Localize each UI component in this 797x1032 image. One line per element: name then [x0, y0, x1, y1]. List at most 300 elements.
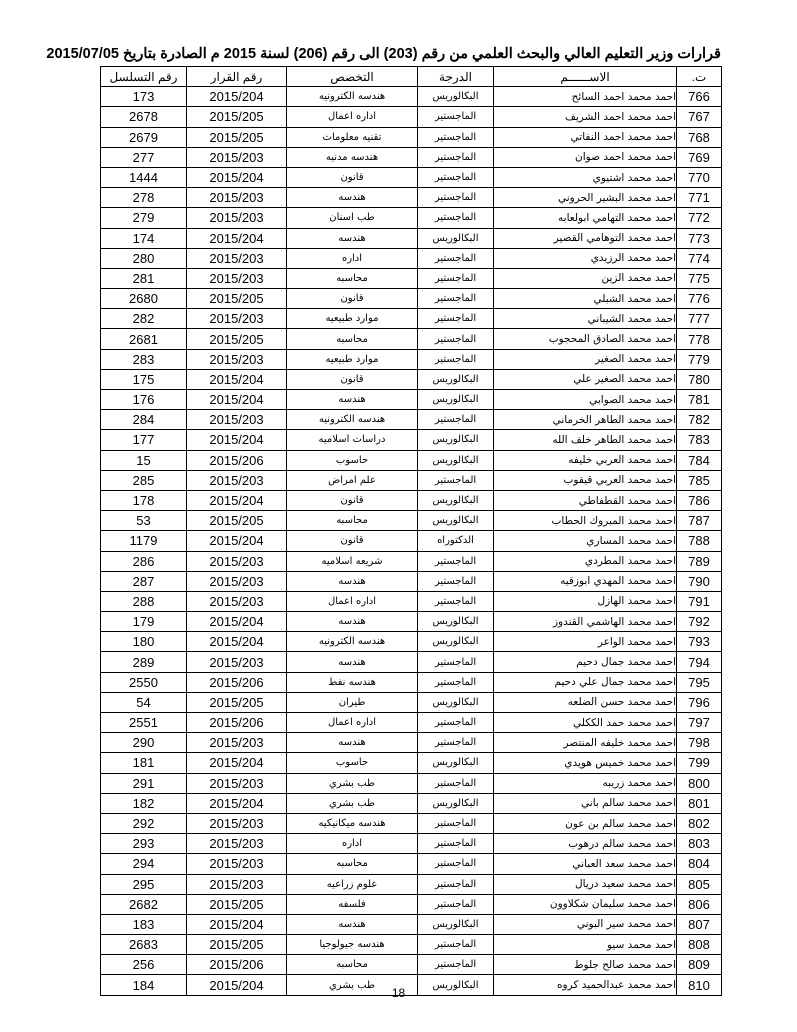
table-row — [101, 410, 722, 430]
cell-serial-number: 2683 — [101, 935, 187, 955]
cell-name: احمد محمد الصغير — [494, 349, 677, 369]
cell-name: احمد محمد سير البوني — [494, 914, 677, 934]
cell-decision-number: 2015/204 — [187, 632, 287, 652]
cell-name: احمد محمد الطاهر الخرماني — [494, 410, 677, 430]
cell-specialization: اداره اعمال — [287, 107, 418, 127]
table-row — [101, 289, 722, 309]
cell-decision-number: 2015/203 — [187, 773, 287, 793]
cell-specialization: محاسبه — [287, 854, 418, 874]
header-degree: الدرجة — [418, 67, 494, 87]
cell-decision-number: 2015/205 — [187, 289, 287, 309]
table-row — [101, 127, 722, 147]
cell-serial-number: 287 — [101, 571, 187, 591]
cell-name: احمد محمد الصغير علي — [494, 369, 677, 389]
cell-specialization: هندسه — [287, 914, 418, 934]
cell-name: احمد محمد الصادق المحجوب — [494, 329, 677, 349]
cell-decision-number: 2015/204 — [187, 369, 287, 389]
cell-degree: الماجستير — [418, 773, 494, 793]
cell-specialization: قانون — [287, 289, 418, 309]
cell-degree: البكالوريس — [418, 87, 494, 107]
cell-degree: الماجستير — [418, 349, 494, 369]
table-row — [101, 188, 722, 208]
cell-serial-number: 281 — [101, 268, 187, 288]
cell-decision-number: 2015/206 — [187, 713, 287, 733]
cell-decision-number: 2015/205 — [187, 692, 287, 712]
cell-name: احمد محمد احمد الشريف — [494, 107, 677, 127]
cell-no: 790 — [677, 571, 722, 591]
table-row — [101, 632, 722, 652]
cell-serial-number: 182 — [101, 793, 187, 813]
cell-decision-number: 2015/203 — [187, 470, 287, 490]
cell-decision-number: 2015/203 — [187, 571, 287, 591]
table-row — [101, 531, 722, 551]
graduates-table — [100, 66, 722, 996]
cell-decision-number: 2015/203 — [187, 834, 287, 854]
cell-specialization: هندسه جيولوجيا — [287, 935, 418, 955]
cell-specialization: هندسه — [287, 390, 418, 410]
cell-specialization: هندسه — [287, 228, 418, 248]
cell-no: 802 — [677, 813, 722, 833]
cell-degree: الماجستير — [418, 551, 494, 571]
cell-no: 809 — [677, 955, 722, 975]
cell-specialization: هندسه مدنيه — [287, 147, 418, 167]
cell-no: 772 — [677, 208, 722, 228]
cell-no: 782 — [677, 410, 722, 430]
cell-serial-number: 277 — [101, 147, 187, 167]
cell-degree: البكالوريس — [418, 390, 494, 410]
table-row — [101, 390, 722, 410]
cell-serial-number: 292 — [101, 813, 187, 833]
cell-no: 797 — [677, 713, 722, 733]
cell-name: احمد محمد البشير الحروني — [494, 188, 677, 208]
cell-no: 785 — [677, 470, 722, 490]
cell-no: 810 — [677, 975, 722, 995]
table-row — [101, 450, 722, 470]
cell-serial-number: 2551 — [101, 713, 187, 733]
cell-degree: البكالوريس — [418, 450, 494, 470]
cell-serial-number: 290 — [101, 733, 187, 753]
cell-no: 798 — [677, 733, 722, 753]
cell-no: 769 — [677, 147, 722, 167]
cell-specialization: هندسه — [287, 188, 418, 208]
cell-serial-number: 289 — [101, 652, 187, 672]
cell-serial-number: 2679 — [101, 127, 187, 147]
cell-specialization: محاسبه — [287, 955, 418, 975]
cell-decision-number: 2015/203 — [187, 248, 287, 268]
cell-decision-number: 2015/204 — [187, 390, 287, 410]
cell-name: احمد محمد سليمان شكلاوون — [494, 894, 677, 914]
table-row — [101, 369, 722, 389]
cell-degree: الماجستير — [418, 894, 494, 914]
table-row — [101, 309, 722, 329]
cell-degree: الماجستير — [418, 470, 494, 490]
cell-no: 793 — [677, 632, 722, 652]
cell-decision-number: 2015/203 — [187, 733, 287, 753]
cell-decision-number: 2015/205 — [187, 935, 287, 955]
cell-degree: الماجستير — [418, 591, 494, 611]
cell-serial-number: 288 — [101, 591, 187, 611]
cell-decision-number: 2015/205 — [187, 127, 287, 147]
cell-degree: البكالوريس — [418, 511, 494, 531]
cell-specialization: هندسه — [287, 571, 418, 591]
cell-no: 787 — [677, 511, 722, 531]
cell-name: احمد محمد احمد النفاتي — [494, 127, 677, 147]
cell-name: احمد محمد الرزيدي — [494, 248, 677, 268]
cell-degree: البكالوريس — [418, 692, 494, 712]
cell-serial-number: 181 — [101, 753, 187, 773]
cell-degree: البكالوريس — [418, 430, 494, 450]
cell-degree: الماجستير — [418, 268, 494, 288]
cell-degree: الماجستير — [418, 208, 494, 228]
table-row — [101, 591, 722, 611]
cell-specialization: هندسه الكترونيه — [287, 632, 418, 652]
cell-decision-number: 2015/203 — [187, 874, 287, 894]
cell-specialization: علم امراض — [287, 470, 418, 490]
cell-name: احمد محمد احمد صوان — [494, 147, 677, 167]
cell-name: احمد محمد التهامي ابولعابه — [494, 208, 677, 228]
table-row — [101, 228, 722, 248]
cell-degree: الماجستير — [418, 188, 494, 208]
cell-no: 783 — [677, 430, 722, 450]
header-no: ت. — [677, 67, 722, 87]
cell-serial-number: 184 — [101, 975, 187, 995]
cell-serial-number: 2550 — [101, 672, 187, 692]
cell-degree: الماجستير — [418, 248, 494, 268]
cell-no: 773 — [677, 228, 722, 248]
cell-specialization: طيران — [287, 692, 418, 712]
cell-no: 791 — [677, 591, 722, 611]
cell-decision-number: 2015/203 — [187, 813, 287, 833]
cell-serial-number: 173 — [101, 87, 187, 107]
cell-no: 788 — [677, 531, 722, 551]
cell-name: احمد محمد احمد السائح — [494, 87, 677, 107]
cell-name: احمد محمد المبروك الحطاب — [494, 511, 677, 531]
cell-name: احمد محمد العربي قيقوب — [494, 470, 677, 490]
cell-decision-number: 2015/203 — [187, 188, 287, 208]
cell-name: احمد محمد سيو — [494, 935, 677, 955]
cell-degree: البكالوريس — [418, 793, 494, 813]
cell-serial-number: 176 — [101, 390, 187, 410]
cell-serial-number: 2682 — [101, 894, 187, 914]
cell-serial-number: 284 — [101, 410, 187, 430]
cell-no: 806 — [677, 894, 722, 914]
cell-decision-number: 2015/203 — [187, 410, 287, 430]
cell-specialization: موارد طبيعيه — [287, 309, 418, 329]
cell-name: احمد محمد صالح جلوط — [494, 955, 677, 975]
cell-degree: الماجستير — [418, 309, 494, 329]
cell-degree: الماجستير — [418, 410, 494, 430]
cell-name: احمد محمد سعد العباني — [494, 854, 677, 874]
table-row — [101, 753, 722, 773]
table-row — [101, 813, 722, 833]
cell-decision-number: 2015/203 — [187, 854, 287, 874]
cell-decision-number: 2015/204 — [187, 914, 287, 934]
cell-no: 792 — [677, 612, 722, 632]
table-row — [101, 793, 722, 813]
cell-name: احمد محمد جمال علي دحيم — [494, 672, 677, 692]
cell-specialization: حاسوب — [287, 450, 418, 470]
cell-specialization: قانون — [287, 490, 418, 510]
cell-serial-number: 178 — [101, 490, 187, 510]
table-row — [101, 268, 722, 288]
cell-serial-number: 278 — [101, 188, 187, 208]
cell-no: 779 — [677, 349, 722, 369]
cell-degree: الماجستير — [418, 672, 494, 692]
cell-name: احمد محمد خميس هويدي — [494, 753, 677, 773]
cell-decision-number: 2015/204 — [187, 793, 287, 813]
cell-name: احمد محمد زريبه — [494, 773, 677, 793]
cell-specialization: هندسه — [287, 733, 418, 753]
cell-decision-number: 2015/203 — [187, 147, 287, 167]
cell-name: احمد محمد سالم باني — [494, 793, 677, 813]
cell-serial-number: 285 — [101, 470, 187, 490]
cell-no: 807 — [677, 914, 722, 934]
cell-degree: الماجستير — [418, 733, 494, 753]
cell-serial-number: 294 — [101, 854, 187, 874]
cell-name: احمد محمد سالم بن عون — [494, 813, 677, 833]
header-decision-number: رقم القرار — [187, 67, 287, 87]
cell-serial-number: 295 — [101, 874, 187, 894]
table-row — [101, 349, 722, 369]
table-row — [101, 208, 722, 228]
cell-degree: البكالوريس — [418, 975, 494, 995]
cell-decision-number: 2015/203 — [187, 349, 287, 369]
table-row — [101, 914, 722, 934]
table-row — [101, 834, 722, 854]
cell-serial-number: 2681 — [101, 329, 187, 349]
cell-decision-number: 2015/203 — [187, 268, 287, 288]
cell-serial-number: 1444 — [101, 167, 187, 187]
cell-specialization: طب بشري — [287, 975, 418, 995]
cell-degree: الماجستير — [418, 127, 494, 147]
cell-name: احمد محمد الهاشمي القندوز — [494, 612, 677, 632]
cell-degree: الماجستير — [418, 289, 494, 309]
cell-serial-number: 174 — [101, 228, 187, 248]
cell-degree: الماجستير — [418, 107, 494, 127]
cell-name: احمد محمد المهدي ابوزقيه — [494, 571, 677, 591]
cell-degree: البكالوريس — [418, 612, 494, 632]
cell-specialization: علوم زراعيه — [287, 874, 418, 894]
cell-decision-number: 2015/206 — [187, 450, 287, 470]
cell-degree: البكالوريس — [418, 753, 494, 773]
cell-degree: الماجستير — [418, 874, 494, 894]
cell-name: احمد محمد الواعر — [494, 632, 677, 652]
table-row — [101, 894, 722, 914]
cell-decision-number: 2015/206 — [187, 672, 287, 692]
cell-name: احمد محمد الزين — [494, 268, 677, 288]
cell-no: 803 — [677, 834, 722, 854]
cell-degree: الماجستير — [418, 571, 494, 591]
table-row — [101, 107, 722, 127]
cell-name: احمد محمد القطفاطي — [494, 490, 677, 510]
header-serial-number: رقم التسلسل — [101, 67, 187, 87]
cell-specialization: محاسبه — [287, 329, 418, 349]
cell-serial-number: 180 — [101, 632, 187, 652]
table-row — [101, 511, 722, 531]
cell-decision-number: 2015/203 — [187, 591, 287, 611]
page-number: 18 — [391, 986, 406, 1000]
cell-degree: البكالوريس — [418, 490, 494, 510]
cell-specialization: قانون — [287, 369, 418, 389]
cell-decision-number: 2015/204 — [187, 490, 287, 510]
cell-name: احمد محمد التوهامي القصير — [494, 228, 677, 248]
table-row — [101, 955, 722, 975]
cell-degree: الماجستير — [418, 147, 494, 167]
cell-serial-number: 282 — [101, 309, 187, 329]
cell-no: 778 — [677, 329, 722, 349]
table-row — [101, 692, 722, 712]
cell-no: 789 — [677, 551, 722, 571]
cell-specialization: موارد طبيعيه — [287, 349, 418, 369]
cell-degree: الماجستير — [418, 167, 494, 187]
cell-specialization: قانون — [287, 531, 418, 551]
cell-name: احمد محمد جمال دحيم — [494, 652, 677, 672]
cell-name: احمد محمد سعيد دريال — [494, 874, 677, 894]
cell-decision-number: 2015/204 — [187, 753, 287, 773]
cell-name: احمد محمد الصوابي — [494, 390, 677, 410]
cell-serial-number: 179 — [101, 612, 187, 632]
table-row — [101, 612, 722, 632]
cell-specialization: دراسات اسلاميه — [287, 430, 418, 450]
table-row — [101, 672, 722, 692]
cell-name: احمد محمد سالم درهوب — [494, 834, 677, 854]
cell-name: احمد محمد عبدالحميد كروه — [494, 975, 677, 995]
cell-decision-number: 2015/205 — [187, 894, 287, 914]
cell-specialization: هندسه نفط — [287, 672, 418, 692]
cell-no: 794 — [677, 652, 722, 672]
cell-serial-number: 279 — [101, 208, 187, 228]
cell-no: 799 — [677, 753, 722, 773]
cell-degree: البكالوريس — [418, 369, 494, 389]
cell-specialization: طب بشري — [287, 793, 418, 813]
cell-decision-number: 2015/203 — [187, 208, 287, 228]
cell-decision-number: 2015/204 — [187, 228, 287, 248]
table-row — [101, 935, 722, 955]
cell-degree: الماجستير — [418, 652, 494, 672]
cell-serial-number: 2680 — [101, 289, 187, 309]
cell-serial-number: 54 — [101, 692, 187, 712]
cell-specialization: طب بشري — [287, 773, 418, 793]
cell-specialization: هندسه الكترونيه — [287, 87, 418, 107]
cell-specialization: تقنيه معلومات — [287, 127, 418, 147]
cell-name: احمد محمد المطردي — [494, 551, 677, 571]
table-row — [101, 430, 722, 450]
table-row — [101, 773, 722, 793]
table-row — [101, 874, 722, 894]
cell-specialization: شريعه اسلاميه — [287, 551, 418, 571]
cell-specialization: هندسه — [287, 652, 418, 672]
cell-serial-number: 183 — [101, 914, 187, 934]
cell-no: 771 — [677, 188, 722, 208]
cell-serial-number: 291 — [101, 773, 187, 793]
cell-decision-number: 2015/203 — [187, 551, 287, 571]
cell-no: 768 — [677, 127, 722, 147]
cell-no: 795 — [677, 672, 722, 692]
table-row — [101, 147, 722, 167]
cell-specialization: محاسبه — [287, 268, 418, 288]
cell-name: احمد محمد الطاهر خلف الله — [494, 430, 677, 450]
cell-decision-number: 2015/204 — [187, 167, 287, 187]
cell-name: احمد محمد حمد الككلي — [494, 713, 677, 733]
cell-decision-number: 2015/204 — [187, 531, 287, 551]
document-title: قرارات وزير التعليم العالي والبحث العلمي من رقم (203) الى رقم (206) لسنة 2015 م الصادرة بتاريخ 2015/07/05 — [46, 46, 721, 62]
cell-name: احمد محمد الشبلي — [494, 289, 677, 309]
cell-specialization: اداره — [287, 834, 418, 854]
cell-decision-number: 2015/205 — [187, 511, 287, 531]
cell-no: 767 — [677, 107, 722, 127]
cell-serial-number: 256 — [101, 955, 187, 975]
cell-decision-number: 2015/204 — [187, 975, 287, 995]
cell-serial-number: 177 — [101, 430, 187, 450]
cell-degree: الماجستير — [418, 854, 494, 874]
cell-no: 784 — [677, 450, 722, 470]
cell-no: 780 — [677, 369, 722, 389]
table-row — [101, 854, 722, 874]
cell-specialization: اداره — [287, 248, 418, 268]
header-name: الاســــــم — [494, 67, 677, 87]
cell-no: 775 — [677, 268, 722, 288]
cell-decision-number: 2015/204 — [187, 87, 287, 107]
table-row — [101, 551, 722, 571]
cell-serial-number: 286 — [101, 551, 187, 571]
cell-degree: البكالوريس — [418, 914, 494, 934]
cell-specialization: هندسه الكترونيه — [287, 410, 418, 430]
cell-specialization: طب اسنان — [287, 208, 418, 228]
table-row — [101, 490, 722, 510]
table-row — [101, 87, 722, 107]
cell-degree: الماجستير — [418, 935, 494, 955]
cell-degree: الماجستير — [418, 834, 494, 854]
cell-no: 777 — [677, 309, 722, 329]
cell-name: احمد محمد العربي خليفه — [494, 450, 677, 470]
cell-no: 766 — [677, 87, 722, 107]
cell-specialization: هندسه — [287, 612, 418, 632]
cell-no: 776 — [677, 289, 722, 309]
table-row — [101, 167, 722, 187]
table-row — [101, 470, 722, 490]
cell-degree: البكالوريس — [418, 228, 494, 248]
cell-name: احمد محمد حسن الضلعه — [494, 692, 677, 712]
cell-serial-number: 15 — [101, 450, 187, 470]
cell-decision-number: 2015/204 — [187, 430, 287, 450]
cell-no: 805 — [677, 874, 722, 894]
table-header-row — [101, 67, 722, 87]
cell-no: 804 — [677, 854, 722, 874]
table-row — [101, 329, 722, 349]
cell-decision-number: 2015/204 — [187, 612, 287, 632]
cell-degree: الماجستير — [418, 329, 494, 349]
cell-no: 781 — [677, 390, 722, 410]
cell-degree: الماجستير — [418, 813, 494, 833]
cell-serial-number: 2678 — [101, 107, 187, 127]
table-row — [101, 571, 722, 591]
table-row — [101, 248, 722, 268]
cell-name: احمد محمد الهازل — [494, 591, 677, 611]
table-row — [101, 652, 722, 672]
cell-no: 800 — [677, 773, 722, 793]
cell-name: احمد محمد اشتيوي — [494, 167, 677, 187]
cell-no: 796 — [677, 692, 722, 712]
cell-decision-number: 2015/203 — [187, 652, 287, 672]
cell-serial-number: 53 — [101, 511, 187, 531]
cell-degree: الدكتوراه — [418, 531, 494, 551]
cell-degree: الماجستير — [418, 955, 494, 975]
cell-specialization: حاسوب — [287, 753, 418, 773]
cell-decision-number: 2015/206 — [187, 955, 287, 975]
cell-serial-number: 1179 — [101, 531, 187, 551]
cell-specialization: فلسفه — [287, 894, 418, 914]
cell-specialization: اداره اعمال — [287, 713, 418, 733]
